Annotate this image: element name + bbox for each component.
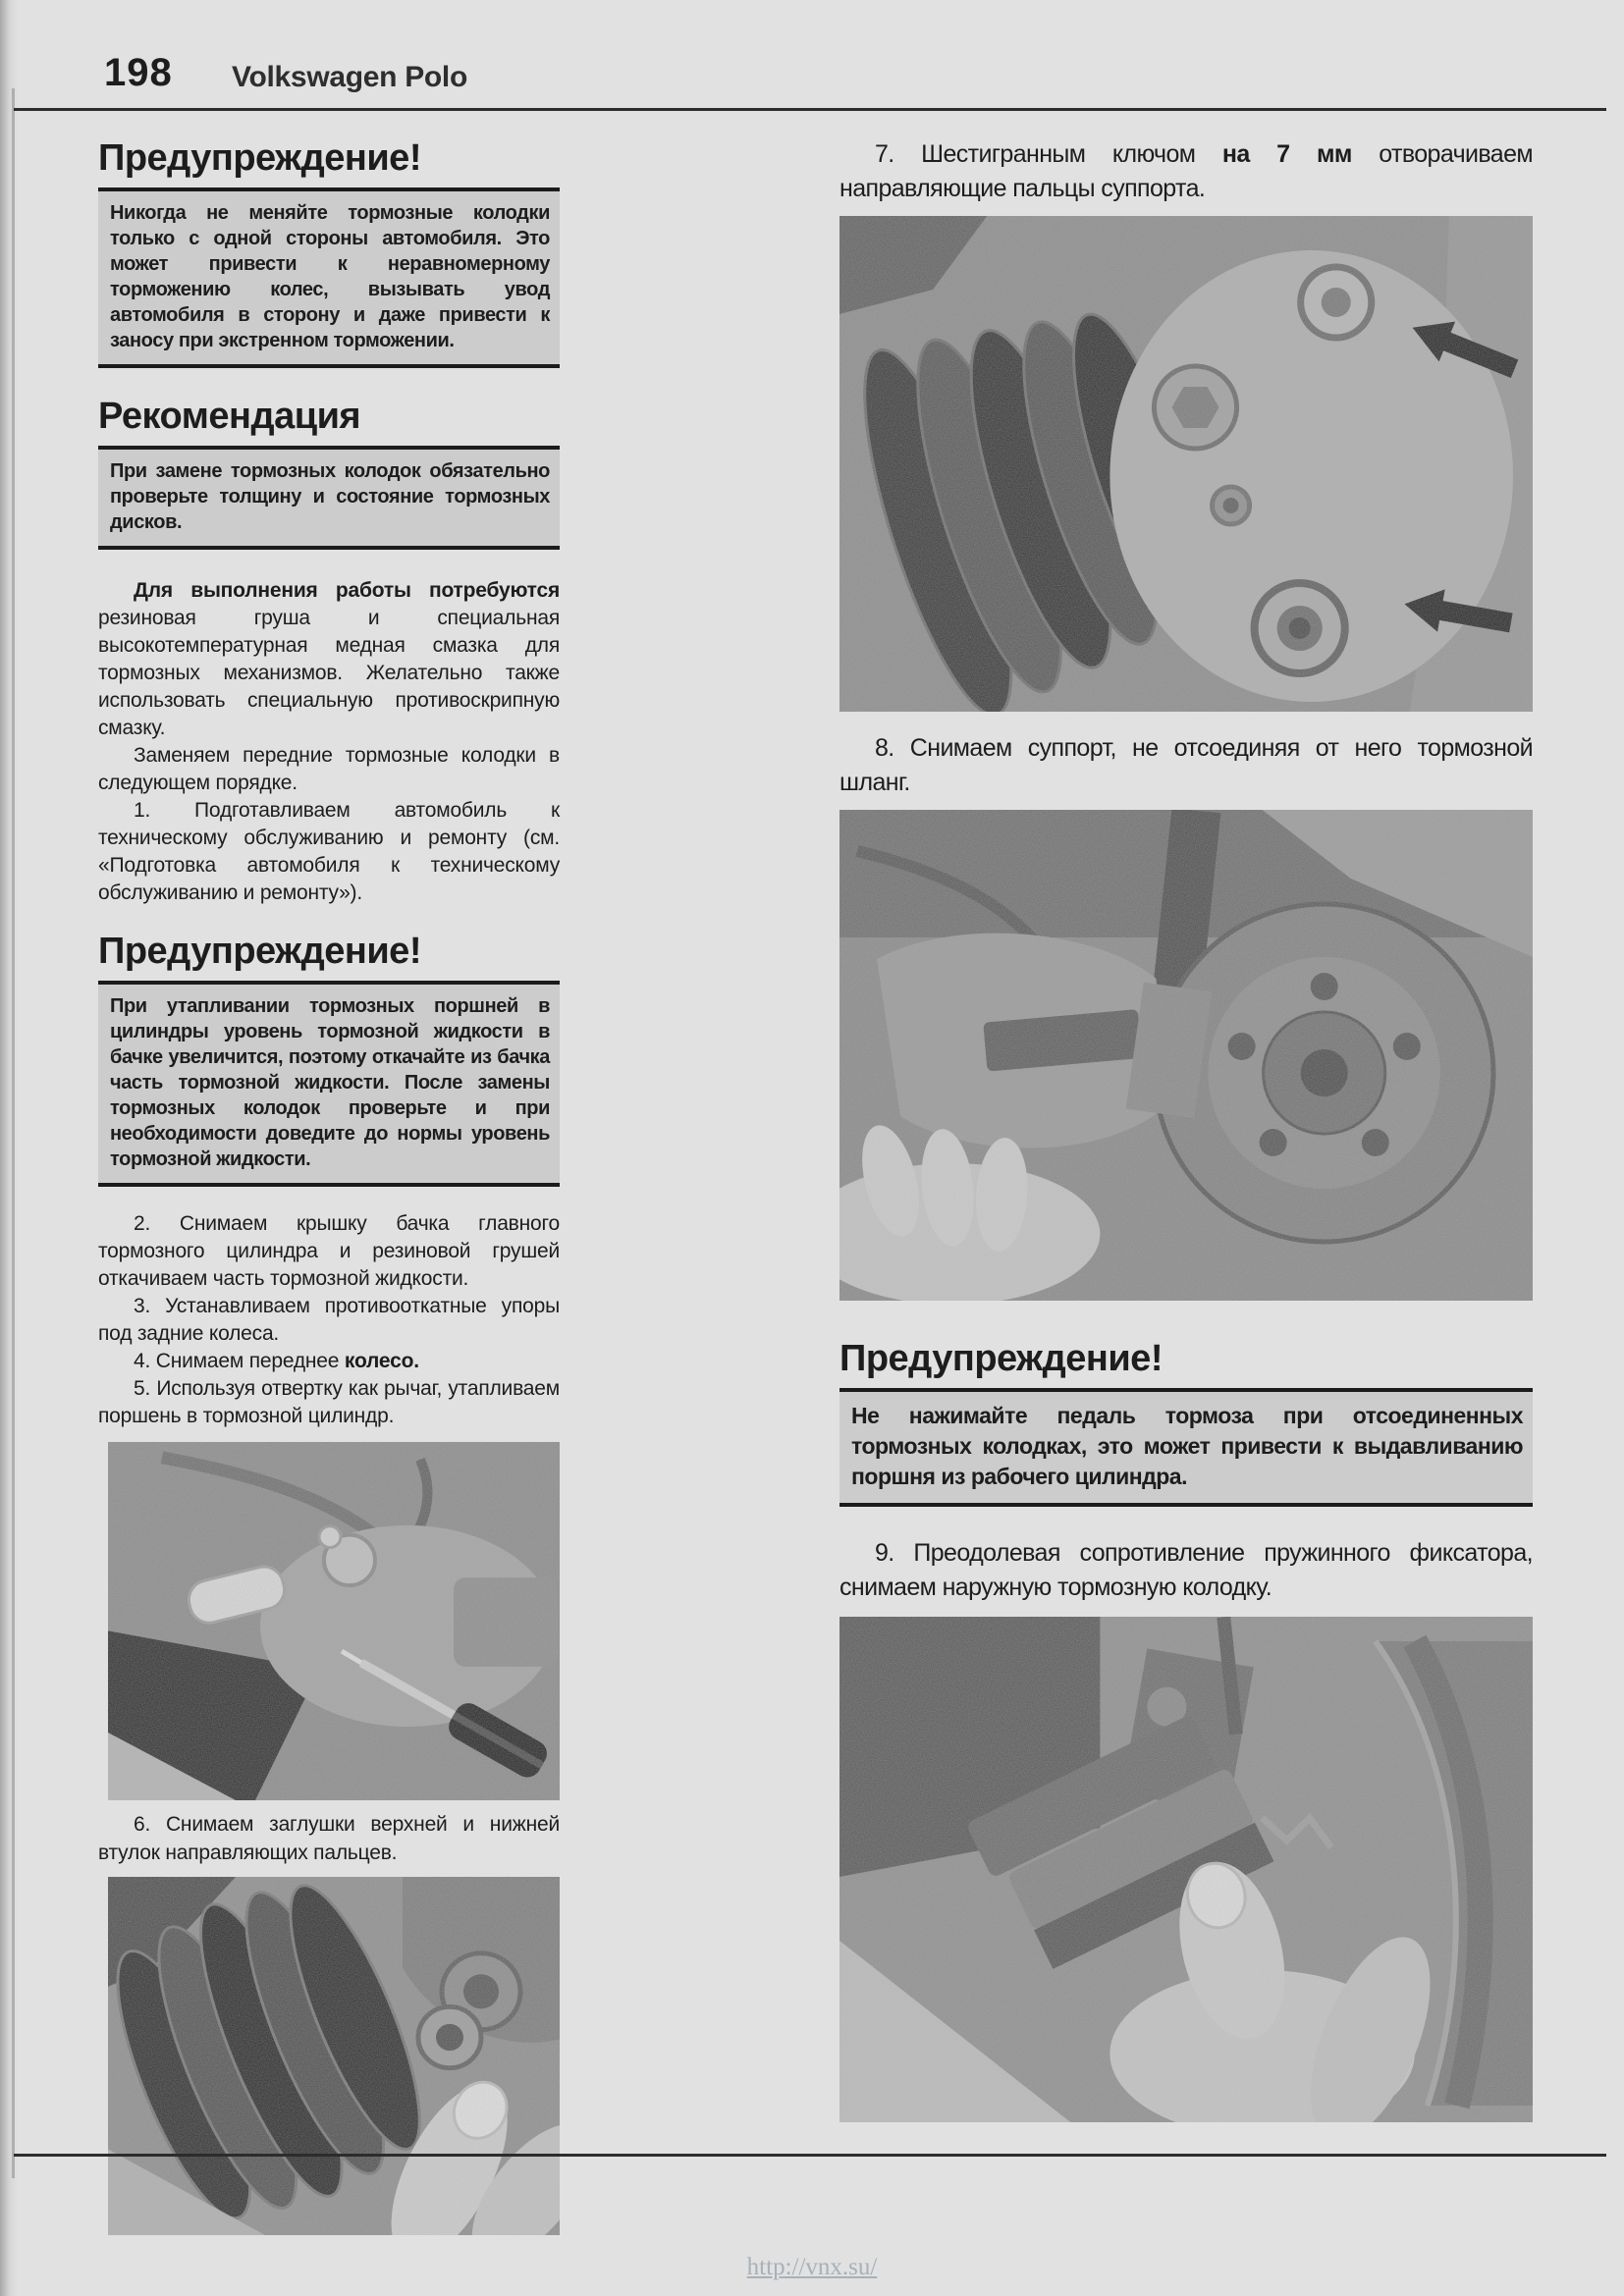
step-7-lead: 7. Шестигранным ключом xyxy=(875,140,1222,168)
page-title: Volkswagen Polo xyxy=(232,61,467,93)
photo-step8-caliper-disc xyxy=(839,810,1533,1301)
order-paragraph: Заменяем передние тормозные колодки в следующем порядке. xyxy=(98,744,560,794)
step-7-rest: отворачиваем направляющие пальцы суппорта. xyxy=(839,140,1533,202)
photo-step9-outer-pad xyxy=(839,1617,1533,2122)
warning-heading-2: Предупреждение! xyxy=(98,931,560,985)
warning-box-3: Не нажимайте педаль тормоза при отсоединенных тормозных колодках, это может привести к выдавливанию поршня из рабочего цилиндра. xyxy=(839,1392,1533,1507)
book-spine-shadow xyxy=(0,0,18,2296)
step-4-bold: колесо. xyxy=(344,1350,419,1372)
caption-step-7 xyxy=(839,137,1533,206)
step-4 xyxy=(98,1348,560,1375)
header-rule xyxy=(14,108,1606,111)
step-5: 5. Используя отвертку как рычаг, утапливаем поршень в тормозной цилиндр. xyxy=(98,1377,560,1427)
warning-box-2: При утапливании тормозных поршней в цилиндры уровень тормозной жидкости в бачке увеличится, поэтому откачайте из бачка часть тормозной жидкости. После замены тормозных колодок проверьте и при необходимости доведите до нормы уровень тормозной жидкости. xyxy=(98,985,560,1187)
tools-lead-bold: Для выполнения работы потребуются xyxy=(134,579,560,602)
recommendation-heading: Рекомендация xyxy=(98,396,560,450)
warning-heading-3: Предупреждение! xyxy=(839,1338,1533,1392)
step-3: 3. Устанавливаем противооткатные упоры под задние колеса. xyxy=(98,1295,560,1345)
step-7-bold: на 7 мм xyxy=(1221,140,1352,168)
recommendation-box: При замене тормозных колодок обязательно проверьте толщину и состояние тормозных дисков. xyxy=(98,450,560,550)
photo-step5-screwdriver-piston xyxy=(108,1442,560,1800)
step-1: 1. Подготавливаем автомобиль к техническому обслуживанию и ремонту (см. «Подготовка автомобиля к техническому обслуживанию и ремонту»). xyxy=(98,799,560,904)
footer-rule xyxy=(14,2154,1606,2157)
caption-step-8: 8. Снимаем суппорт, не отсоединяя от него тормозной шланг. xyxy=(839,734,1533,796)
page-number: 198 xyxy=(104,51,173,94)
photo-step6-boot-plugs xyxy=(108,1877,560,2235)
footer-watermark xyxy=(0,2254,1624,2281)
tools-paragraph xyxy=(98,577,560,742)
photo-step7-guide-pins xyxy=(839,216,1533,712)
caption-step-9: 9. Преодолевая сопротивление пружинного фиксатора, снимаем наружную тормозную колодку. xyxy=(839,1539,1533,1601)
warning-heading-1: Предупреждение! xyxy=(98,137,560,191)
right-column xyxy=(839,137,1533,2122)
caption-step-6: 6. Снимаем заглушки верхней и нижней втулок направляющих пальцев. xyxy=(98,1813,560,1864)
tools-rest-text: резиновая груша и специальная высокотемпературная медная смазка для тормозных механизмов. Желательно также использовать специальную противоскрипную смазку. xyxy=(98,607,560,739)
warning-box-1: Никогда не меняйте тормозные колодки только с одной стороны автомобиля. Это может привести к неравномерному торможению колес, вызывать увод автомобиля в сторону и даже привести к заносу при экстренном торможении. xyxy=(98,191,560,368)
footer-watermark-link[interactable]: http://vnx.su/ xyxy=(746,2254,878,2280)
step-2: 2. Снимаем крышку бачка главного тормозного цилиндра и резиновой грушей откачиваем часть тормозной жидкости. xyxy=(98,1212,560,1290)
step-4-lead: 4. Снимаем переднее xyxy=(134,1350,345,1372)
left-column xyxy=(98,137,560,2235)
scan-edge-line xyxy=(12,88,15,2178)
